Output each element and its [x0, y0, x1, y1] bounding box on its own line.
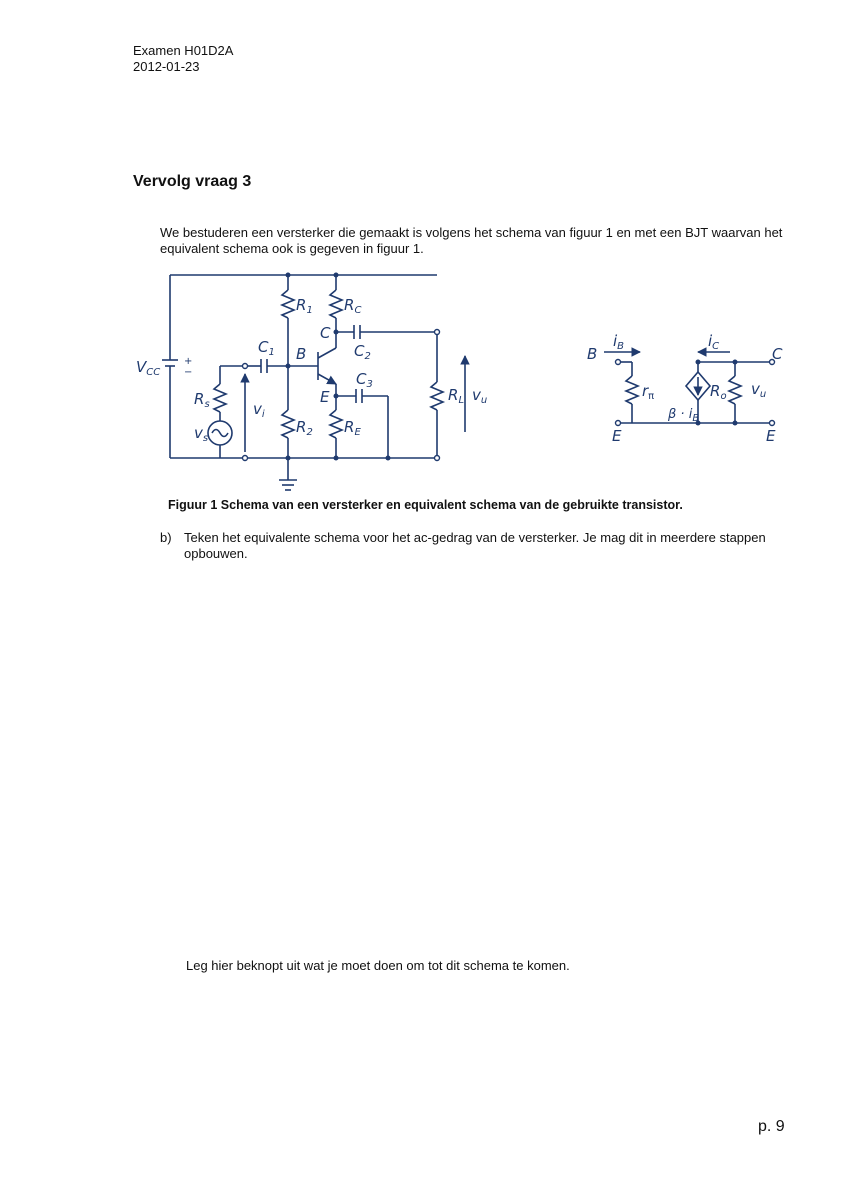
page-number: p. 9: [758, 1118, 785, 1135]
eq-collector-label: C: [772, 345, 783, 363]
eq-ic-label: $i_C$: [708, 332, 720, 352]
emitter-label: E: [320, 388, 330, 406]
question-b-label: b): [160, 530, 172, 545]
intro-paragraph: We bestuderen een versterker die gemaakt is volgens het schema van figuur 1 en met een BJT waarvan het equivalent schema ook is gegeven in figuur 1.: [160, 225, 783, 256]
exam-code: Examen H01D2A: [133, 43, 234, 58]
re-label: $R_E$: [344, 418, 361, 438]
question-b-text: Teken het equivalente schema voor het ac-gedrag van de versterker. Je mag dit in meerdere stappen opbouwen.: [184, 530, 766, 561]
eq-emitter-left-label: E: [612, 427, 622, 445]
base-label: B: [296, 345, 307, 363]
rs-label: $R_s$: [194, 390, 210, 410]
eq-rpi-label: $r_\pi$: [642, 382, 655, 402]
c2-label: $C_2$: [354, 342, 371, 362]
eq-base-label: B: [587, 345, 598, 363]
answer-note: Leg hier beknopt uit wat je moet doen om tot dit schema te komen.: [186, 958, 570, 973]
rc-label: $R_C$: [344, 296, 362, 316]
vu-label: $v_u$: [472, 386, 488, 406]
collector-label: C: [320, 324, 331, 342]
vcc-minus: −: [184, 367, 193, 378]
r1-label: $R_1$: [296, 296, 313, 316]
eq-vu-label: $v_u$: [751, 380, 767, 400]
r2-label: $R_2$: [296, 418, 313, 438]
vi-label: $v_i$: [253, 400, 265, 420]
vcc-plus: +: [184, 356, 193, 367]
c1-label: $C_1$: [258, 338, 275, 358]
vcc-label: $V_{CC}$: [136, 358, 161, 378]
rl-label: $R_L$: [448, 386, 465, 406]
eq-ib-label: $i_B$: [613, 332, 625, 352]
eq-ro-label: $R_o$: [710, 382, 727, 402]
figure-1: [132, 266, 792, 496]
figure-caption: Figuur 1 Schema van een versterker en equivalent schema van de gebruikte transistor.: [168, 498, 683, 512]
document-header: [133, 43, 233, 75]
eq-emitter-right-label: E: [766, 427, 776, 445]
c3-label: $C_3$: [356, 370, 373, 390]
exam-date: 2012-01-23: [133, 59, 200, 74]
vs-label: $v_s$: [194, 424, 209, 444]
eq-beta-label: $\beta \cdot i_B$: [668, 407, 700, 424]
section-title: Vervolg vraag 3: [133, 173, 252, 190]
